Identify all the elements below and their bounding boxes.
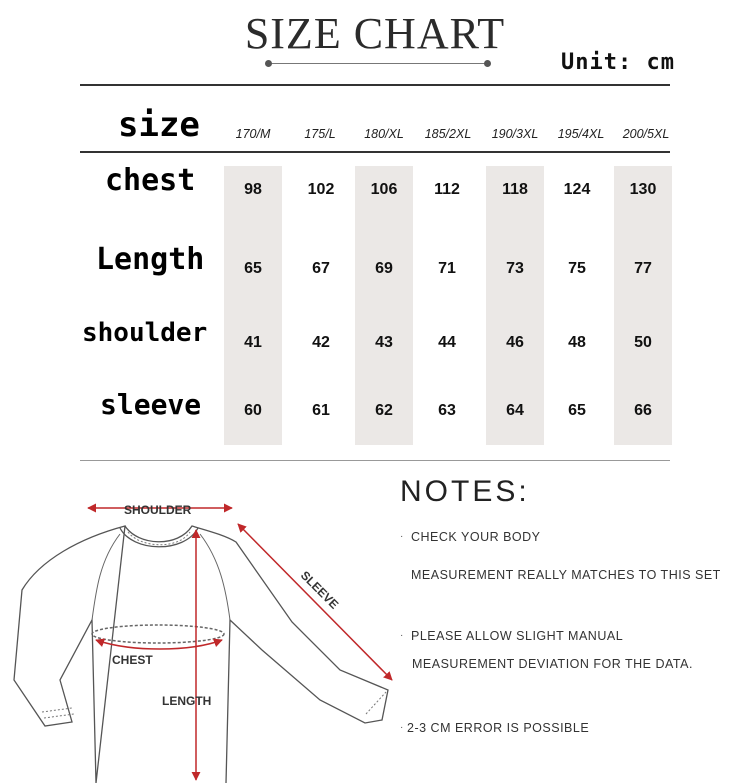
table-cell: 46 bbox=[506, 334, 524, 351]
table-cell: 106 bbox=[370, 181, 398, 198]
table-cell: 64 bbox=[506, 402, 524, 419]
size-header: 190/3XL bbox=[491, 127, 539, 141]
table-cell: 67 bbox=[312, 260, 330, 277]
sleeve-label: SLEEVE bbox=[297, 568, 342, 612]
note-item: CHECK YOUR BODY bbox=[411, 530, 541, 544]
table-cell: 63 bbox=[438, 402, 456, 419]
table-cell: 77 bbox=[634, 260, 652, 277]
table-cell: 65 bbox=[568, 402, 586, 419]
title-divider bbox=[268, 63, 488, 64]
row-label-sleeve: sleeve bbox=[100, 388, 202, 421]
page-title: SIZE CHART bbox=[244, 9, 506, 58]
table-cell: 43 bbox=[375, 334, 393, 351]
table-cell: 66 bbox=[634, 402, 652, 419]
right-cuff bbox=[366, 692, 386, 714]
collar bbox=[120, 528, 198, 547]
table-cell: 98 bbox=[244, 181, 262, 198]
table-cell: 62 bbox=[375, 402, 393, 419]
table-cell: 102 bbox=[307, 181, 335, 198]
table-cell: 41 bbox=[244, 334, 262, 351]
table-cell: 118 bbox=[502, 181, 528, 198]
row-label-chest: chest bbox=[105, 163, 196, 198]
size-header: 200/5XL bbox=[622, 127, 670, 141]
table-cell: 61 bbox=[312, 402, 330, 419]
size-row-label: size bbox=[118, 105, 200, 145]
size-header: 180/XL bbox=[364, 127, 404, 141]
garment-diagram bbox=[0, 490, 400, 783]
table-cell: 69 bbox=[375, 260, 393, 277]
shirt-outline bbox=[14, 526, 388, 783]
right-armhole bbox=[200, 534, 230, 620]
table-cell: 130 bbox=[629, 181, 657, 198]
shoulder-label: SHOULDER bbox=[124, 503, 192, 517]
table-cell: 48 bbox=[568, 334, 586, 351]
table-cell: 60 bbox=[244, 402, 262, 419]
bullet-dot: · bbox=[400, 630, 404, 641]
bullet-dot: · bbox=[400, 722, 404, 733]
row-label-shoulder: shoulder bbox=[82, 318, 208, 348]
table-cell: 75 bbox=[568, 260, 586, 277]
table-cell: 71 bbox=[438, 260, 456, 277]
row-label-length: Length bbox=[96, 242, 205, 277]
table-cell: 112 bbox=[434, 181, 460, 198]
size-header: 170/M bbox=[235, 127, 271, 141]
chest-label: CHEST bbox=[112, 653, 153, 667]
table-header-divider bbox=[80, 151, 670, 153]
size-header: 175/L bbox=[304, 127, 336, 141]
bullet-dot: · bbox=[400, 531, 404, 542]
note-item: MEASUREMENT REALLY MATCHES TO THIS SET bbox=[411, 568, 721, 582]
section-divider bbox=[80, 460, 670, 461]
table-cell: 42 bbox=[312, 334, 330, 351]
notes-title: NOTES: bbox=[400, 475, 530, 508]
size-header: 195/4XL bbox=[557, 127, 605, 141]
table-cell: 50 bbox=[634, 334, 652, 351]
table-cell: 73 bbox=[506, 260, 524, 277]
header-divider bbox=[80, 84, 670, 86]
length-label: LENGTH bbox=[162, 694, 212, 708]
unit-label: Unit: cm bbox=[561, 50, 675, 75]
note-item: 2-3 CM ERROR IS POSSIBLE bbox=[407, 721, 590, 735]
note-item: PLEASE ALLOW SLIGHT MANUAL bbox=[411, 629, 624, 643]
note-item: MEASUREMENT DEVIATION FOR THE DATA. bbox=[412, 657, 693, 671]
table-cell: 44 bbox=[438, 334, 456, 351]
table-cell: 65 bbox=[244, 260, 262, 277]
size-header: 185/2XL bbox=[424, 127, 472, 141]
sleeve-arrow bbox=[238, 524, 392, 680]
table-cell: 124 bbox=[563, 181, 591, 198]
